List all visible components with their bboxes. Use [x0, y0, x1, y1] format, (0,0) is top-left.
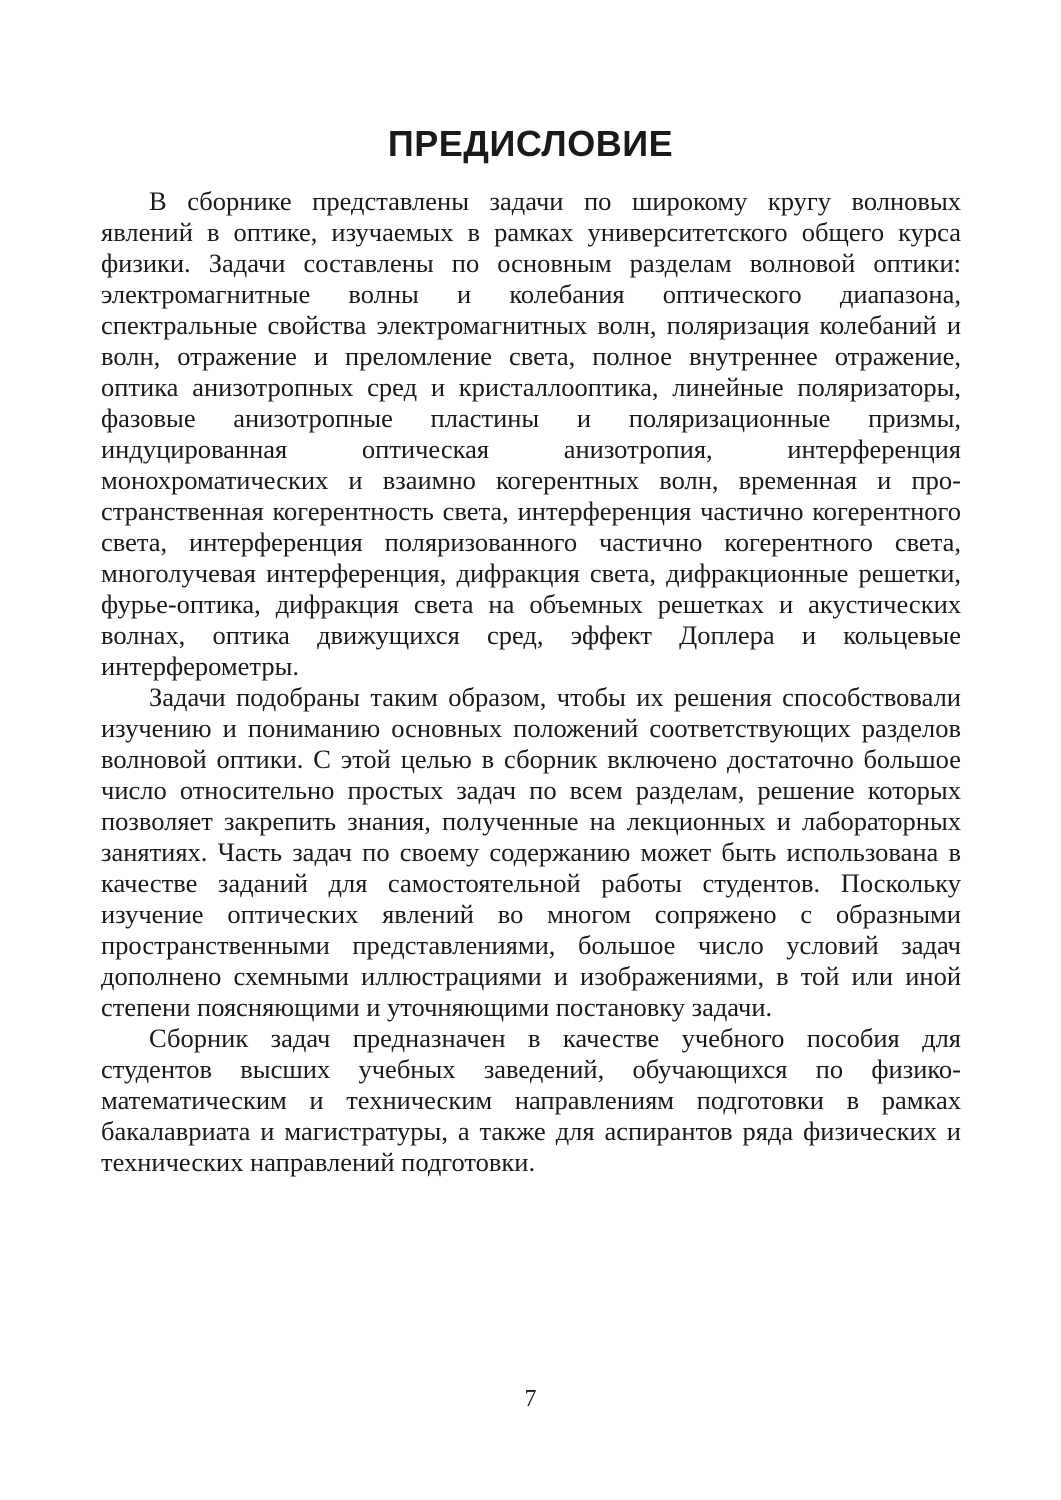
body-text: [101, 186, 961, 1178]
page-number: 7: [524, 1386, 537, 1412]
page-title: ПРЕДИСЛОВИЕ: [387, 123, 674, 164]
paragraph: Сборник задач предназначен в качестве учебного пособия для студентов высших учебных заведений, обучающихся по физико-математическим и техническим направлениям подготовки в рамках бакалавриата и магистратуры, а также для аспирантов ряда физических и технических направлений подготовки.: [101, 1023, 961, 1177]
paragraph: В сборнике представлены задачи по широкому кругу волновых явлений в оптике, изучаемых в рамках университетского общего курса физики. Задачи составлены по основным разделам волновой оптики: электромагнитные волны и колебания оптического диапазона, спектральные свойства электромагнитных волн, поляризация колебаний и волн, отражение и преломление света, полное внутреннее отражение, оптика анизотропных сред и кристаллооптика, линейные поляризаторы, фазовые анизотропные пластины и поляризационные призмы, индуцированная оптическая анизотропия, интерференция монохроматических и взаимно когерентных волн, временная и пространственная когерентность света, интерференция частично когерентного света, интерференция поляризованного частично когерентного света, многолучевая интерференция, дифракция света, дифракционные решетки, фурье-оптика, дифракция света на объемных решетках и акустических волнах, оптика движущихся сред, эффект Доплера и кольцевые интерферометры.: [101, 186, 961, 681]
paragraph: Задачи подобраны таким образом, чтобы их решения способствовали изучению и пониманию основных положений соответствующих разделов волновой оптики. С этой целью в сборник включено достаточно большое число относительно простых задач по всем разделам, решение которых позволяет закрепить знания, полученные на лекционных и лабораторных занятиях. Часть задач по своему содержанию может быть использована в качестве заданий для самостоятельной работы студентов. Поскольку изучение оптических явлений во многом сопряжено с образными пространственными представлениями, большое число условий задач дополнено схемными иллюстрациями и изображениями, в той или иной степени поясняющими и уточняющими постановку задачи.: [101, 682, 961, 1022]
